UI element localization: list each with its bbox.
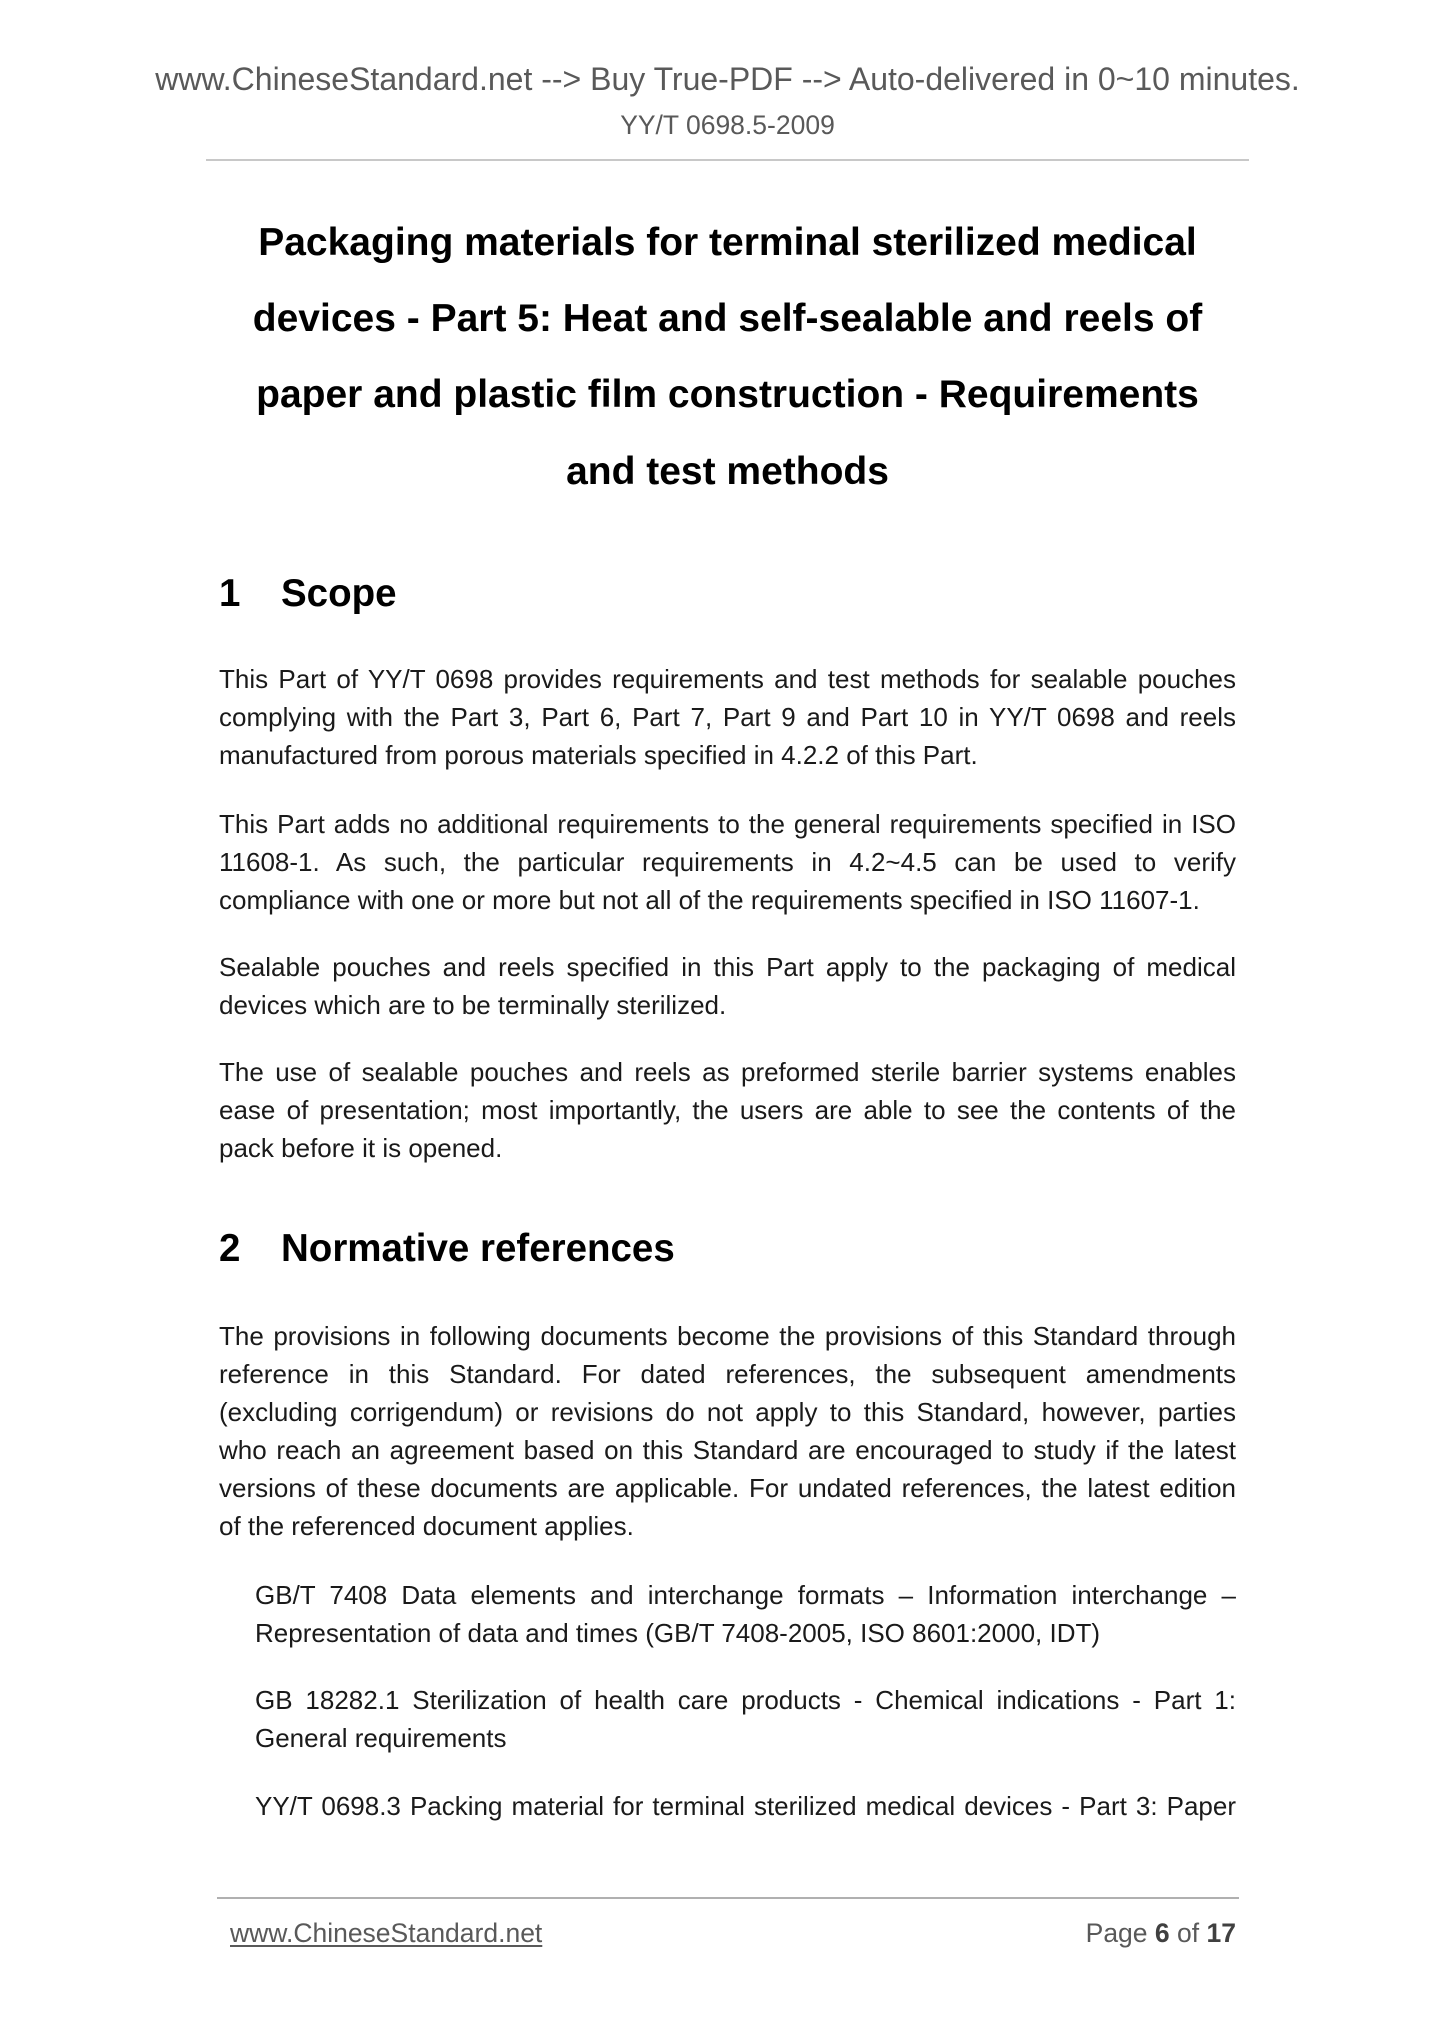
reference-entry <box>255 1787 1236 1825</box>
of-word: of <box>1177 1918 1200 1948</box>
section-heading-normative-references <box>219 1224 1236 1274</box>
title-line: and test methods <box>566 449 889 493</box>
reference-entry <box>255 1681 1236 1757</box>
scope-paragraph <box>219 948 1236 1024</box>
section-number: 2 <box>219 1227 241 1270</box>
title-line: devices - Part 5: Heat and self-sealable and reels of <box>252 297 1203 341</box>
paragraph-line: (excluding corrigendum) or revisions do not apply to this Standard, however, parties <box>219 1397 1236 1428</box>
paragraph-line: versions of these documents are applicable. For undated references, the latest edition <box>219 1473 1236 1504</box>
page-indicator <box>1086 1915 1236 1952</box>
scope-paragraph <box>219 660 1236 774</box>
paragraph-line: The use of sealable pouches and reels as preformed sterile barrier systems enables <box>219 1057 1236 1087</box>
reference-line: Representation of data and times (GB/T 7408-2005, ISO 8601:2000, IDT) <box>255 1617 1101 1648</box>
footer-site-link[interactable]: www.ChineseStandard.net <box>230 1918 543 1948</box>
paragraph-line: ease of presentation; most importantly, the users are able to see the contents of the <box>219 1095 1236 1126</box>
paragraph-line: complying with the Part 3, Part 6, Part 7, Part 9 and Part 10 in YY/T 0698 and reels <box>219 702 1236 733</box>
paragraph-line: who reach an agreement based on this Standard are encouraged to study if the latest <box>219 1435 1236 1466</box>
section-number: 1 <box>219 572 241 615</box>
title-line: Packaging materials for terminal sterilized medical <box>258 221 1197 264</box>
paragraph-line: This Part of YY/T 0698 provides requirements and test methods for sealable pouches <box>219 664 1236 694</box>
current-page-number: 6 <box>1154 1918 1170 1948</box>
paragraph-line: Sealable pouches and reels specified in this Part apply to the packaging of medical <box>219 952 1236 982</box>
document-title <box>219 205 1236 510</box>
paragraph-line: reference in this Standard. For dated references, the subsequent amendments <box>219 1359 1236 1390</box>
paragraph-line: of the referenced document applies. <box>219 1511 634 1542</box>
total-pages-number: 17 <box>1206 1918 1236 1948</box>
paragraph-line: The provisions in following documents become the provisions of this Standard through <box>219 1321 1236 1351</box>
paragraph-line: manufactured from porous materials specified in 4.2.2 of this Part. <box>219 740 978 771</box>
reference-line: GB 18282.1 Sterilization of health care products - Chemical indications - Part 1: <box>255 1684 1236 1715</box>
reference-line: General requirements <box>255 1722 507 1753</box>
paragraph-line: pack before it is opened. <box>219 1133 503 1164</box>
header-divider <box>206 159 1249 161</box>
reference-line: YY/T 0698.3 Packing material for terminal sterilized medical devices - Part 3: Paper <box>255 1791 1236 1822</box>
paragraph-line: This Part adds no additional requirements to the general requirements specified in ISO <box>219 808 1236 839</box>
section-title: Normative references <box>281 1227 675 1270</box>
header-standard-code: YY/T 0698.5-2009 <box>620 110 835 140</box>
paragraph-line: 11608-1. As such, the particular requirements in 4.2~4.5 can be used to verify <box>219 846 1236 877</box>
reference-line: GB/T 7408 Data elements and interchange formats – Information interchange – <box>255 1579 1236 1610</box>
title-line: paper and plastic film construction - Requirements <box>256 373 1199 417</box>
normative-references-paragraph <box>219 1317 1236 1546</box>
reference-entry <box>255 1576 1236 1652</box>
section-heading-scope <box>219 569 1236 619</box>
paragraph-line: devices which are to be terminally sterilized. <box>219 990 727 1021</box>
header-banner: www.ChineseStandard.net --> Buy True-PDF --> Auto-delivered in 0~10 minutes. <box>155 61 1300 97</box>
scope-paragraph <box>219 1053 1236 1167</box>
paragraph-line: compliance with one or more but not all of the requirements specified in ISO 11607-1. <box>219 884 1200 915</box>
page-footer <box>230 1915 1236 1952</box>
scope-paragraph <box>219 805 1236 919</box>
section-title: Scope <box>281 572 397 615</box>
footer-divider <box>217 1897 1239 1899</box>
page-word: Page <box>1085 1918 1148 1948</box>
